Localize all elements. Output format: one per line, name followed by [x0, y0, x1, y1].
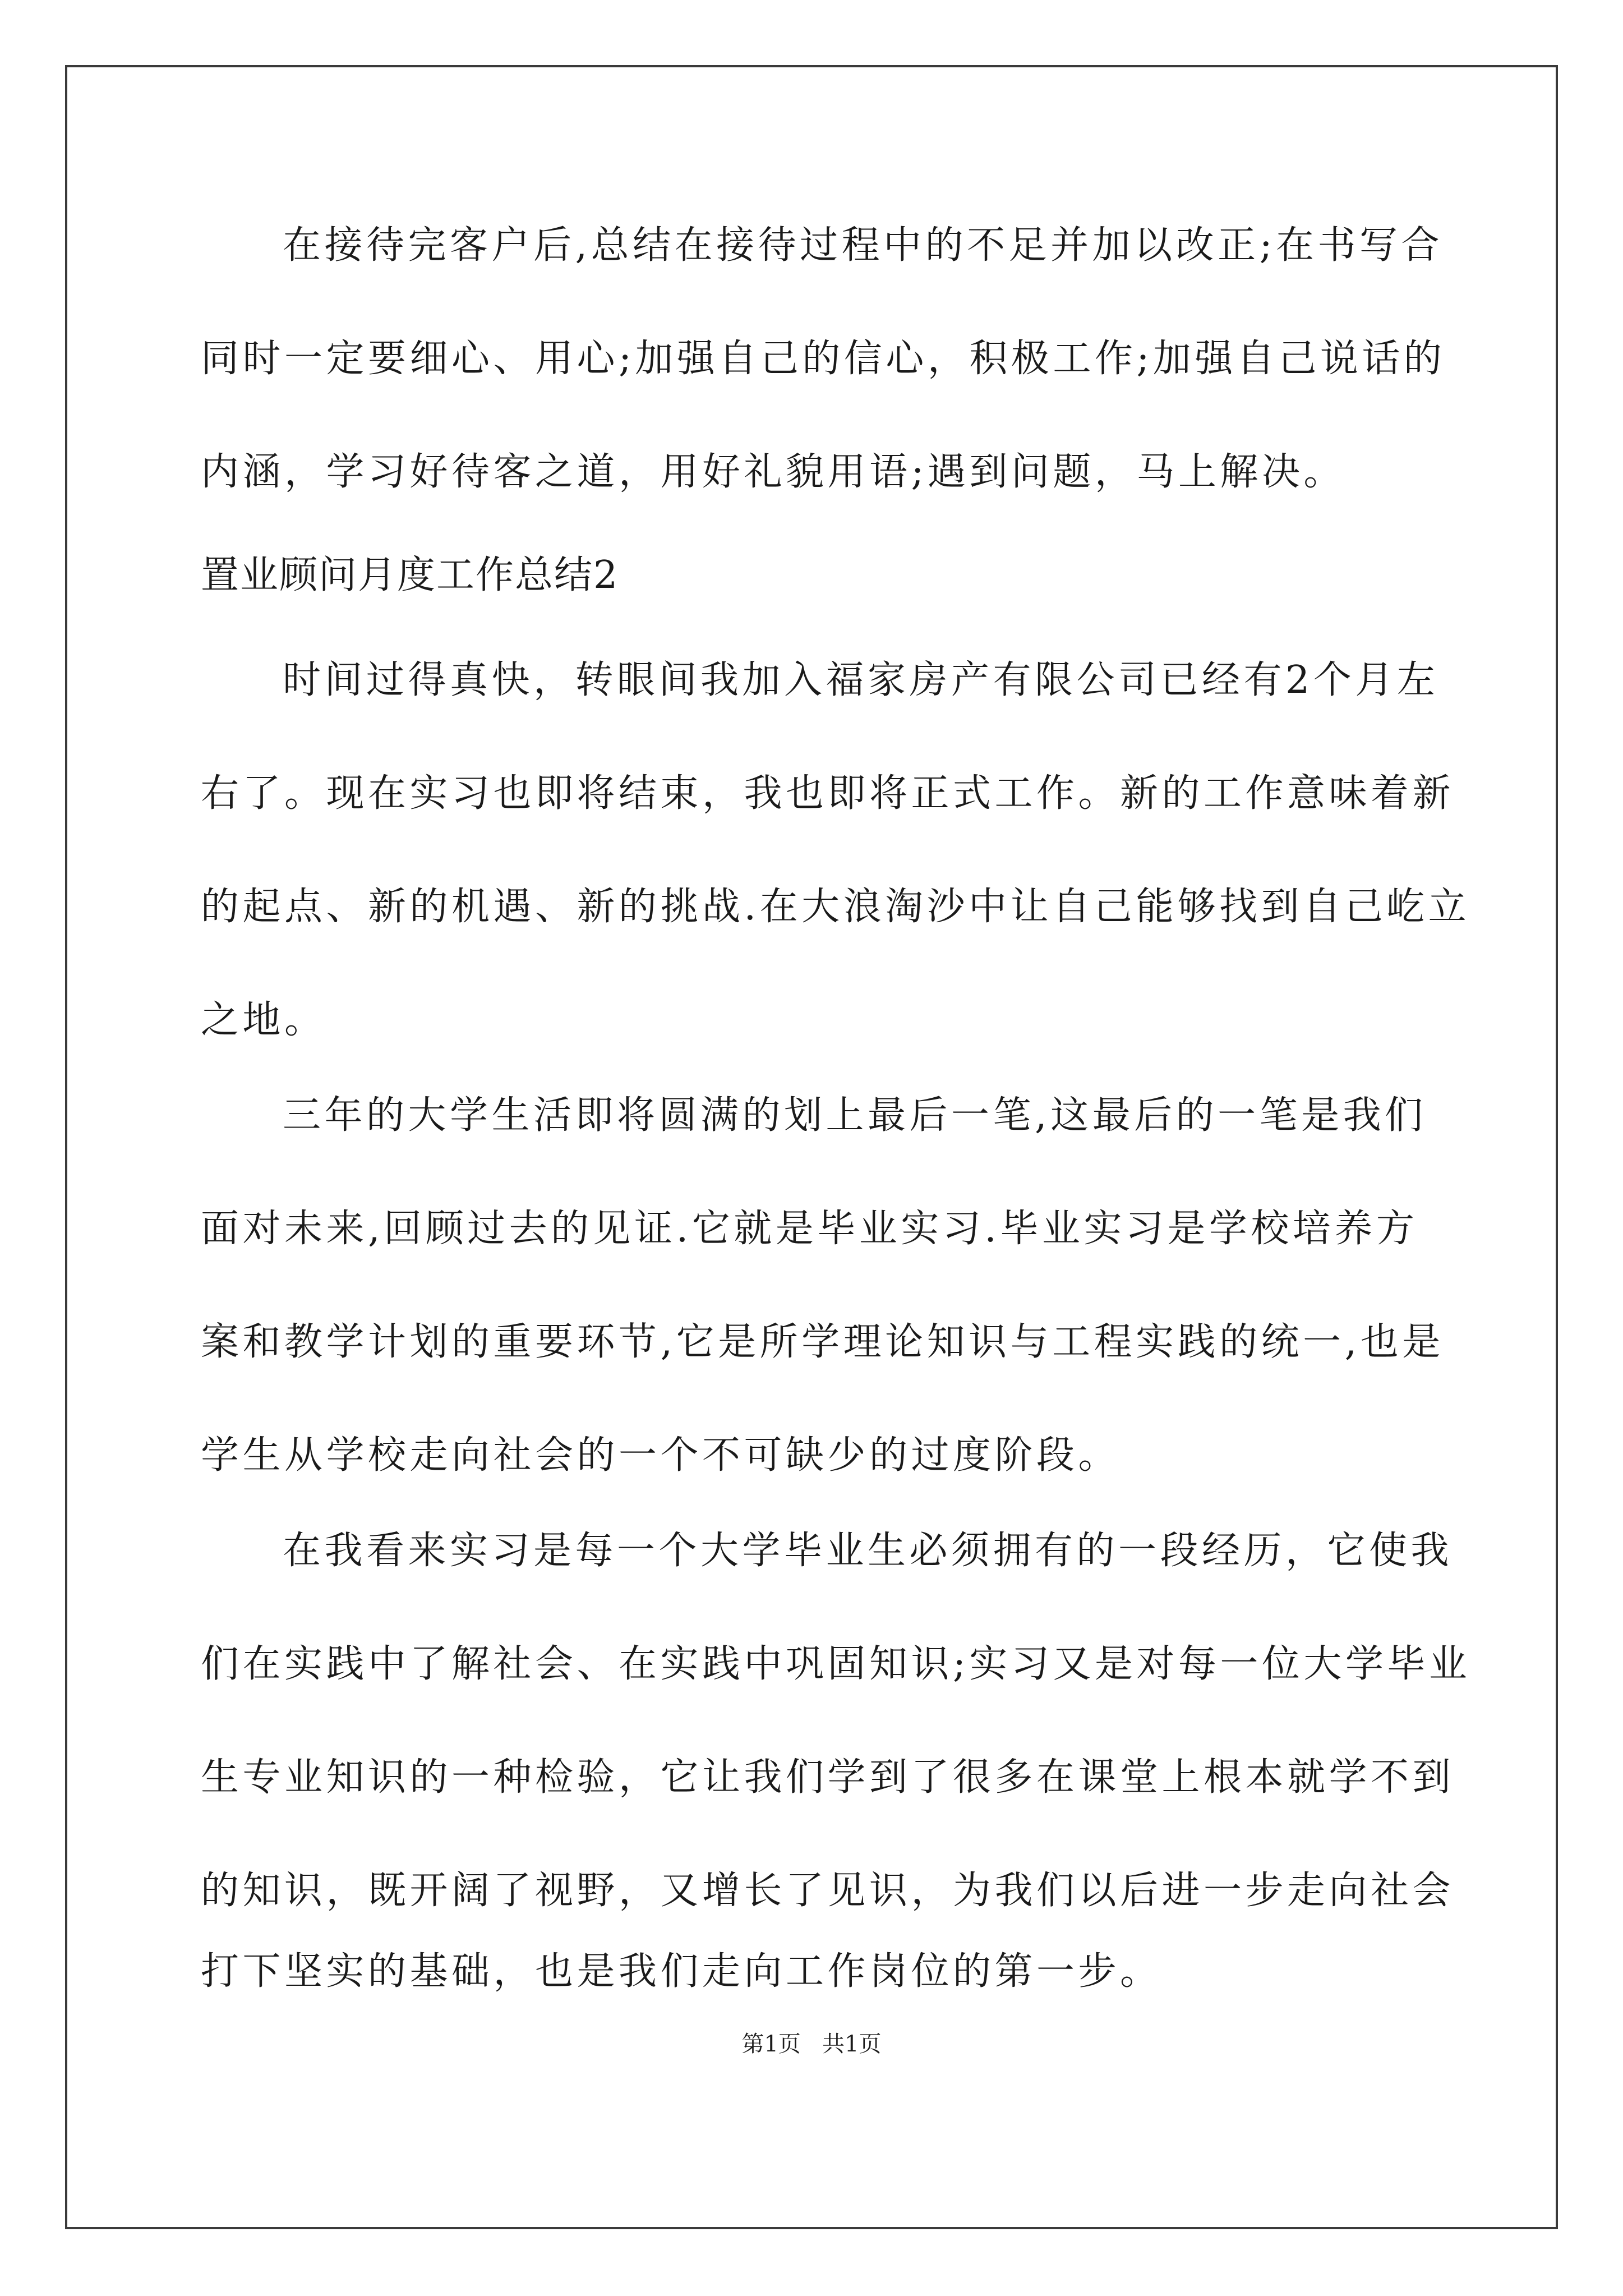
- section-heading: 置业顾问月度工作总结2: [201, 553, 619, 597]
- paragraph-2-line-1: 时间过得真快，转眼间我加入福家房产有限公司已经有2个月左: [283, 658, 1439, 702]
- paragraph-3-line-1: 三年的大学生活即将圆满的划上最后一笔,这最后的一笔是我们: [283, 1093, 1427, 1138]
- paragraph-1-line-1: 在接待完客户后,总结在接待过程中的不足并加以改正;在书写合: [283, 223, 1444, 268]
- paragraph-3-line-4: 学生从学校走向社会的一个不可缺少的过度阶段。: [201, 1433, 1121, 1478]
- paragraph-2-line-3: 的起点、新的机遇、新的挑战.在大浪淘沙中让自己能够找到自己屹立: [201, 885, 1470, 929]
- paragraph-4-line-5: 打下坚实的基础，也是我们走向工作岗位的第一步。: [201, 1949, 1162, 1994]
- paragraph-4-line-2: 们在实践中了解社会、在实践中巩固知识;实习又是对每一位大学毕业: [201, 1642, 1471, 1686]
- page-number-footer: 第1页 共1页: [741, 2031, 882, 2057]
- paragraph-2-line-4: 之地。: [201, 998, 326, 1042]
- paragraph-1-line-2: 同时一定要细心、用心;加强自己的信心，积极工作;加强自己说话的: [201, 337, 1446, 381]
- paragraph-4-line-4: 的知识，既开阔了视野，又增长了见识，为我们以后进一步走向社会: [201, 1869, 1455, 1913]
- paragraph-3-line-2: 面对未来,回顾过去的见证.它就是毕业实习.毕业实习是学校培养方: [201, 1207, 1418, 1251]
- paragraph-2-line-2: 右了。现在实习也即将结束，我也即将正式工作。新的工作意味着新: [201, 771, 1455, 816]
- paragraph-4-line-1: 在我看来实习是每一个大学毕业生必须拥有的一段经历，它使我: [283, 1529, 1453, 1573]
- paragraph-3-line-3: 案和教学计划的重要环节,它是所学理论知识与工程实践的统一,也是: [201, 1320, 1444, 1364]
- paragraph-1-line-3: 内涵，学习好待客之道，用好礼貌用语;遇到问题，马上解决。: [201, 450, 1345, 494]
- paragraph-4-line-3: 生专业知识的一种检验，它让我们学到了很多在课堂上根本就学不到: [201, 1755, 1455, 1800]
